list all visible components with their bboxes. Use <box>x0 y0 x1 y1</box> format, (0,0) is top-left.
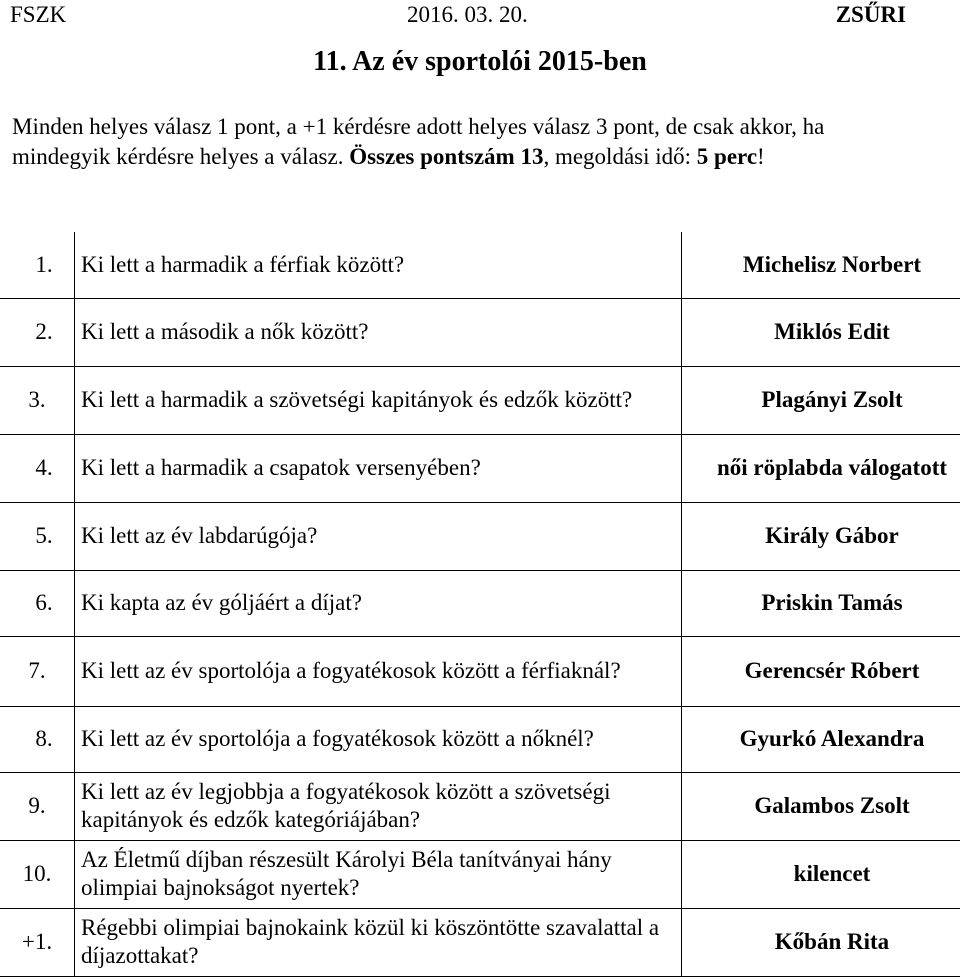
question-text: Ki lett a harmadik a szövetségi kapitányok és edzők között? <box>75 366 682 434</box>
table-row <box>0 434 960 502</box>
question-text: Ki kapta az év góljáért a díjat? <box>75 570 682 636</box>
answer-text: Gyurkó Alexandra <box>682 706 960 772</box>
question-number: 3. <box>0 366 75 434</box>
question-number: 2. <box>0 298 75 366</box>
question-number: 1. <box>0 232 75 298</box>
question-number: 7. <box>0 636 75 706</box>
table-row <box>0 840 960 908</box>
question-number: 10. <box>0 840 75 908</box>
intro-line-1: Minden helyes válasz 1 pont, a +1 kérdésre adott helyes válasz 3 pont, de csak akkor, ha <box>12 114 825 139</box>
answer-text: Kőbán Rita <box>682 908 960 976</box>
table-row <box>0 298 960 366</box>
page-title: 11. Az év sportolói 2015-ben <box>313 46 647 77</box>
question-number: 8. <box>0 706 75 772</box>
question-text: Ki lett az év sportolója a fogyatékosok között a nőknél? <box>75 706 682 772</box>
answer-text: női röplabda válogatott <box>682 434 960 502</box>
question-number: +1. <box>0 908 75 976</box>
question-text: Ki lett a harmadik a csapatok versenyében? <box>75 434 682 502</box>
answer-text: Plagányi Zsolt <box>682 366 960 434</box>
table-row <box>0 502 960 570</box>
header-date: 2016. 03. 20. <box>407 2 528 27</box>
answer-text: Galambos Zsolt <box>682 772 960 840</box>
answer-text: Miklós Edit <box>682 298 960 366</box>
answer-text: Michelisz Norbert <box>682 232 960 298</box>
question-text: Az Életmű díjban részesült Károlyi Béla tanítványai hány olimpiai bajnokságot nyertek? <box>75 840 682 908</box>
table-row <box>0 636 960 706</box>
intro-total-points: Összes pontszám 13 <box>349 144 544 169</box>
table-row <box>0 570 960 636</box>
answer-text: Gerencsér Róbert <box>682 636 960 706</box>
question-number: 4. <box>0 434 75 502</box>
answer-text: Priskin Tamás <box>682 570 960 636</box>
intro-time-limit: 5 perc <box>696 144 758 169</box>
question-text: Régebbi olimpiai bajnokaink közül ki köszöntötte szavalattal a díjazottakat? <box>75 908 682 976</box>
intro-line-2-end: ! <box>757 144 765 169</box>
question-text: Ki lett az év legjobbja a fogyatékosok között a szövetségi kapitányok és edzők kategóriájában? <box>75 772 682 840</box>
table-row <box>0 772 960 840</box>
question-number: 9. <box>0 772 75 840</box>
header-organization: FSZK <box>10 2 67 27</box>
question-text: Ki lett az év labdarúgója? <box>75 502 682 570</box>
table-row <box>0 706 960 772</box>
intro-line-2-mid: , megoldási idő: <box>543 144 697 169</box>
question-text: Ki lett a harmadik a férfiak között? <box>75 232 682 298</box>
question-number: 5. <box>0 502 75 570</box>
page-header <box>10 2 950 34</box>
question-text: Ki lett az év sportolója a fogyatékosok között a férfiaknál? <box>75 636 682 706</box>
table-row <box>0 232 960 298</box>
answer-text: Király Gábor <box>682 502 960 570</box>
table-row <box>0 908 960 976</box>
question-number: 6. <box>0 570 75 636</box>
question-text: Ki lett a második a nők között? <box>75 298 682 366</box>
header-jury-label: ZSŰRI <box>835 2 906 27</box>
quiz-table <box>0 232 960 977</box>
intro-line-2-pre: mindegyik kérdésre helyes a válasz. <box>12 144 350 169</box>
answer-text: kilencet <box>682 840 960 908</box>
intro-paragraph <box>12 112 942 172</box>
table-row <box>0 366 960 434</box>
